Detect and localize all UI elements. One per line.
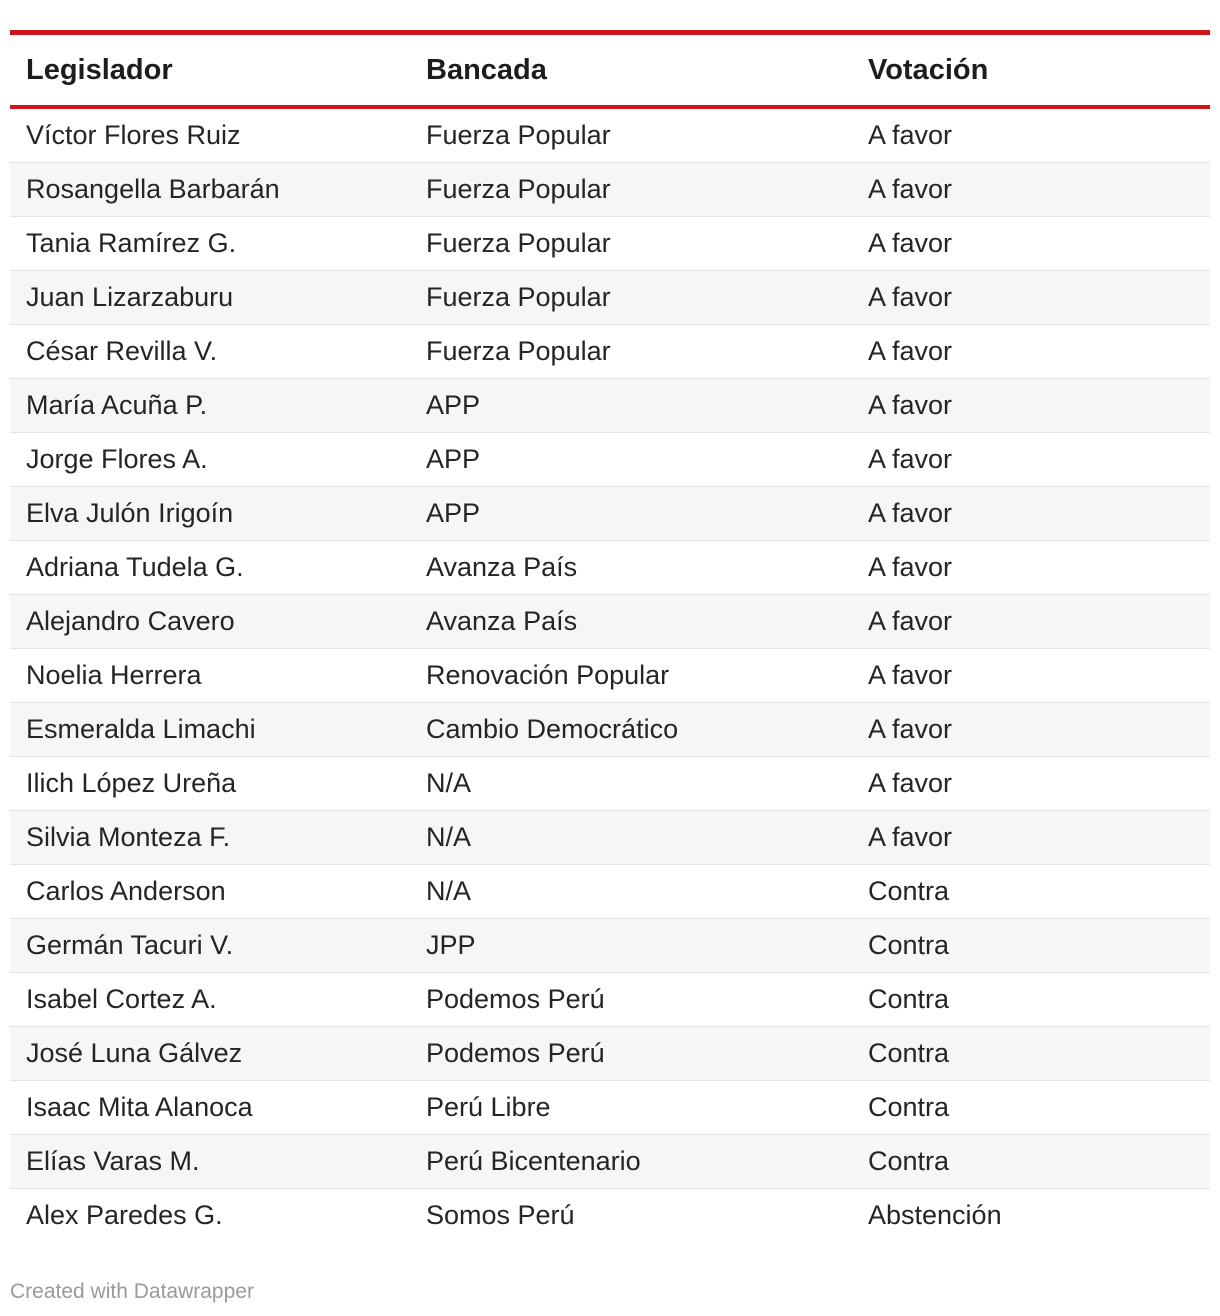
- table-row: [10, 433, 1210, 487]
- cell-bancada: APP: [426, 498, 481, 528]
- cell-votacion: A favor: [868, 822, 953, 852]
- datawrapper-credit[interactable]: Created with Datawrapper: [10, 1280, 254, 1303]
- cell-legislador: César Revilla V.: [26, 336, 218, 366]
- table-row: [10, 109, 1210, 163]
- cell-votacion: A favor: [868, 282, 953, 312]
- cell-bancada: N/A: [426, 822, 472, 852]
- header-legislador[interactable]: Legislador: [26, 53, 173, 86]
- cell-bancada: Renovación Popular: [426, 660, 670, 690]
- cell-votacion: A favor: [868, 606, 953, 636]
- cell-legislador: Rosangella Barbarán: [26, 174, 280, 204]
- cell-legislador: Carlos Anderson: [26, 876, 226, 906]
- cell-votacion: Abstención: [868, 1200, 1002, 1230]
- cell-legislador: Silvia Monteza F.: [26, 822, 231, 852]
- table-row: [10, 163, 1210, 217]
- cell-bancada: Fuerza Popular: [426, 120, 611, 150]
- header-votacion[interactable]: Votación: [868, 53, 989, 86]
- table-row: [10, 271, 1210, 325]
- cell-bancada: Avanza País: [426, 606, 578, 636]
- cell-votacion: A favor: [868, 174, 953, 204]
- cell-votacion: A favor: [868, 390, 953, 420]
- table-row: [10, 595, 1210, 649]
- cell-bancada: Podemos Perú: [426, 984, 605, 1014]
- cell-bancada: Cambio Democrático: [426, 714, 679, 744]
- cell-bancada: APP: [426, 444, 481, 474]
- cell-votacion: A favor: [868, 444, 953, 474]
- table-row: [10, 649, 1210, 703]
- table-row: [10, 217, 1210, 271]
- cell-bancada: Fuerza Popular: [426, 336, 611, 366]
- cell-legislador: Noelia Herrera: [26, 660, 202, 690]
- cell-votacion: Contra: [868, 984, 950, 1014]
- table-row: [10, 487, 1210, 541]
- cell-votacion: A favor: [868, 120, 953, 150]
- cell-votacion: Contra: [868, 1146, 950, 1176]
- cell-votacion: A favor: [868, 714, 953, 744]
- cell-legislador: Isabel Cortez A.: [26, 984, 217, 1014]
- cell-votacion: A favor: [868, 768, 953, 798]
- cell-bancada: Perú Libre: [426, 1092, 551, 1122]
- cell-bancada: Fuerza Popular: [426, 282, 611, 312]
- cell-legislador: José Luna Gálvez: [26, 1038, 243, 1068]
- cell-bancada: Fuerza Popular: [426, 228, 611, 258]
- table-row: [10, 379, 1210, 433]
- votes-table: [10, 30, 1210, 1242]
- cell-legislador: Germán Tacuri V.: [26, 930, 234, 960]
- cell-votacion: Contra: [868, 930, 950, 960]
- cell-bancada: Somos Perú: [426, 1200, 575, 1230]
- cell-legislador: Tania Ramírez G.: [26, 228, 237, 258]
- table-row: [10, 541, 1210, 595]
- cell-legislador: Elva Julón Irigoín: [26, 498, 234, 528]
- table-row: [10, 703, 1210, 757]
- cell-bancada: N/A: [426, 876, 472, 906]
- table-header: [10, 35, 1210, 109]
- cell-votacion: A favor: [868, 498, 953, 528]
- cell-bancada: JPP: [426, 930, 476, 960]
- cell-legislador: Alejandro Cavero: [26, 606, 235, 636]
- cell-bancada: APP: [426, 390, 481, 420]
- cell-legislador: Juan Lizarzaburu: [26, 282, 234, 312]
- table-row: [10, 973, 1210, 1027]
- table-row: [10, 1081, 1210, 1135]
- table-row: [10, 1189, 1210, 1242]
- cell-bancada: Fuerza Popular: [426, 174, 611, 204]
- cell-votacion: A favor: [868, 552, 953, 582]
- cell-votacion: A favor: [868, 336, 953, 366]
- cell-legislador: Isaac Mita Alanoca: [26, 1092, 253, 1122]
- cell-legislador: Elías Varas M.: [26, 1146, 200, 1176]
- table-body: [10, 109, 1210, 1242]
- table-row: [10, 1027, 1210, 1081]
- cell-votacion: Contra: [868, 876, 950, 906]
- cell-bancada: Avanza País: [426, 552, 578, 582]
- cell-bancada: Perú Bicentenario: [426, 1146, 641, 1176]
- cell-legislador: Ilich López Ureña: [26, 768, 237, 798]
- cell-legislador: Esmeralda Limachi: [26, 714, 256, 744]
- table-row: [10, 919, 1210, 973]
- cell-legislador: Alex Paredes G.: [26, 1200, 223, 1230]
- cell-legislador: María Acuña P.: [26, 390, 208, 420]
- cell-legislador: Víctor Flores Ruiz: [26, 120, 241, 150]
- table-row: [10, 1135, 1210, 1189]
- table-row: [10, 757, 1210, 811]
- cell-legislador: Adriana Tudela G.: [26, 552, 244, 582]
- cell-votacion: Contra: [868, 1092, 950, 1122]
- table-row: [10, 811, 1210, 865]
- cell-bancada: Podemos Perú: [426, 1038, 605, 1068]
- header-bancada[interactable]: Bancada: [426, 53, 547, 86]
- cell-votacion: A favor: [868, 660, 953, 690]
- cell-votacion: A favor: [868, 228, 953, 258]
- cell-legislador: Jorge Flores A.: [26, 444, 208, 474]
- cell-votacion: Contra: [868, 1038, 950, 1068]
- cell-bancada: N/A: [426, 768, 472, 798]
- table-row: [10, 325, 1210, 379]
- table-row: [10, 865, 1210, 919]
